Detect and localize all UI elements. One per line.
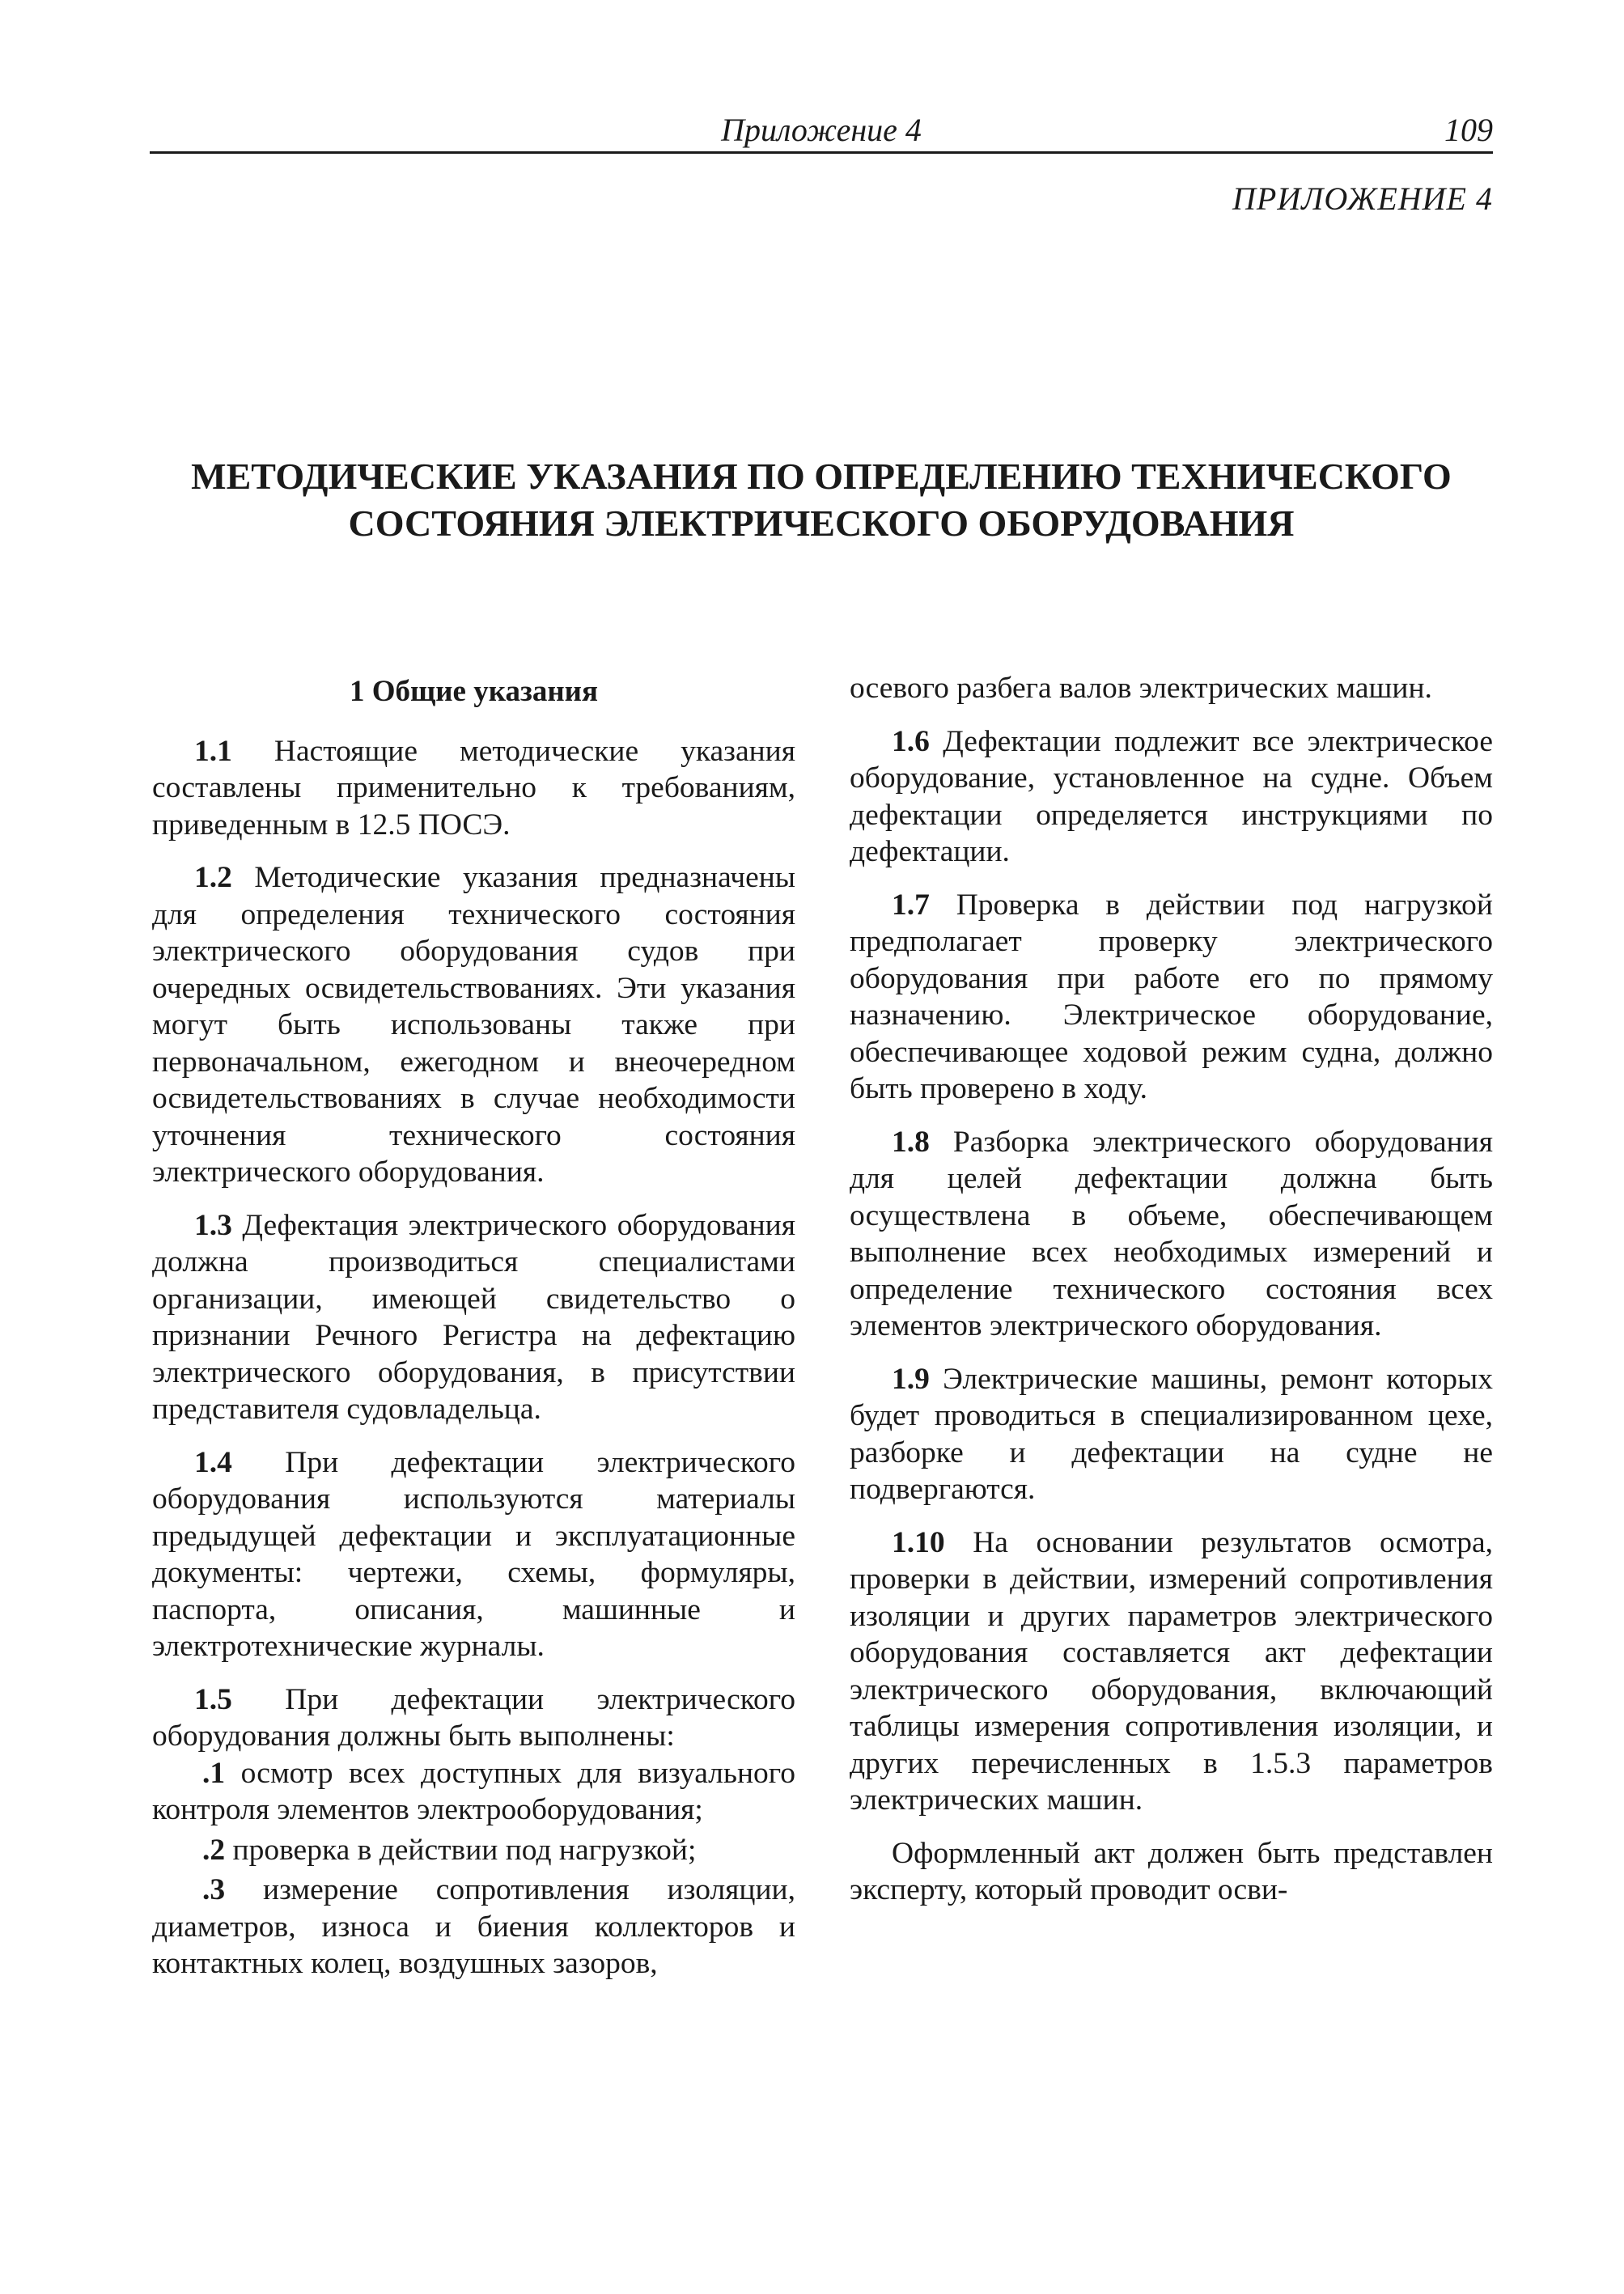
paragraph-1-2 [152,859,795,1191]
document-title-line-1: МЕТОДИЧЕСКИЕ УКАЗАНИЯ ПО ОПРЕДЕЛЕНИЮ ТЕХНИЧЕСКОГО [191,456,1452,497]
paragraph-text: При дефектации электрического оборудования должны быть выполнены: [152,1682,795,1753]
paragraph-number: 1.3 [194,1208,232,1242]
paragraph-1-8 [850,1124,1493,1345]
paragraph-text: Настоящие методические указания составлены применительно к требованиям, приведенным в 12.5 ПОСЭ. [152,734,795,842]
paragraph-text: При дефектации электрического оборудования используются материалы предыдущей дефектации и эксплуатационные документы: чертежи, схемы, формуляры, паспорта, описания, машинные и электротехнические журналы. [152,1445,795,1663]
section-heading: 1 Общие указания [349,675,599,708]
paragraph-number: 1.1 [194,734,232,768]
paragraph-text: Дефектация электрического оборудования должна производиться специалистами организации, имеющей свидетельство о признании Речного Регистра на дефектацию электрического оборудования, в присутствии представителя судовладельца. [152,1208,795,1426]
list-item-number: .3 [202,1873,226,1906]
paragraph-1-6 [850,723,1493,871]
paragraph-1-4 [152,1444,795,1665]
paragraph-text: Проверка в действии под нагрузкой предполагает проверку электрического оборудования при работе его по прямому назначению. Электрическое оборудование, обеспечивающее ходовой режим судна, должно быть проверено в ходу. [850,888,1493,1105]
list-item-text: измерение сопротивления изоляции, диаметров, износа и биения коллекторов и контактных колец, воздушных зазоров, [152,1873,795,1980]
left-column [152,664,795,1982]
paragraph-final: Оформленный акт должен быть представлен эксперту, который проводит осви- [850,1836,1493,1906]
running-header-title: Приложение 4 [721,112,922,148]
list-item-3 [152,1872,795,1982]
paragraph-continuation: осевого разбега валов электрических машин. [850,672,1432,705]
document-title [150,453,1493,547]
paragraph-number: 1.5 [194,1682,232,1716]
paragraph-text: Электрические машины, ремонт которых будет проводиться в специализированном цехе, разборке и дефектации на судне не подвергаются. [850,1362,1493,1506]
paragraph-number: 1.9 [892,1362,930,1396]
paragraph-text: Методические указания предназначены для определения технического состояния электрического оборудования судов при очередных освидетельствованиях. Эти указания могут быть использованы также при первоначальном, ежегодном и внеочередном освидетельствованиях в случае необходимости уточнения технического состояния электрического оборудования. [152,861,795,1189]
right-column [850,670,1493,1925]
appendix-label: ПРИЛОЖЕНИЕ 4 [1232,180,1493,217]
paragraph-1-9 [850,1361,1493,1508]
list-item-2 [152,1832,795,1869]
paragraph-1-3 [152,1207,795,1428]
paragraph-number: 1.7 [892,888,930,922]
paragraph-1-5 [152,1681,795,1755]
list-item-number: .2 [202,1833,226,1867]
paragraph-number: 1.10 [892,1525,945,1559]
document-title-line-2: СОСТОЯНИЯ ЭЛЕКТРИЧЕСКОГО ОБОРУДОВАНИЯ [348,502,1295,544]
page-number: 109 [1444,112,1493,148]
list-item-text: проверка в действии под нагрузкой; [225,1833,697,1867]
paragraph-1-1 [152,733,795,844]
running-header [150,109,1493,154]
paragraph-text: Разборка электрического оборудования для целей дефектации должна быть осуществлена в объеме, обеспечивающем выполнение всех необходимых измерений и определение технического состояния всех элементов электрического оборудования. [850,1125,1493,1342]
paragraph-number: 1.2 [194,861,232,894]
list-item-number: .1 [202,1756,226,1790]
paragraph-1-7 [850,887,1493,1108]
paragraph-number: 1.6 [892,724,930,758]
paragraph-text: На основании результатов осмотра, проверки в действии, измерений сопротивления изоляции и других параметров электрического оборудования составляется акт дефектации электрического оборудования, включающий таблицы измерения сопротивления изоляции, и других перечисленных в 1.5.3 параметров электрических машин. [850,1525,1493,1817]
paragraph-text: Дефектации подлежит все электрическое оборудование, установленное на судне. Объем дефектации определяется инструкциями по дефектации. [850,724,1493,868]
list-item-1 [152,1755,795,1829]
list-item-text: осмотр всех доступных для визуального контроля элементов электрооборудования; [152,1756,795,1826]
paragraph-number: 1.8 [892,1125,930,1159]
paragraph-number: 1.4 [194,1445,232,1479]
paragraph-1-10 [850,1524,1493,1819]
